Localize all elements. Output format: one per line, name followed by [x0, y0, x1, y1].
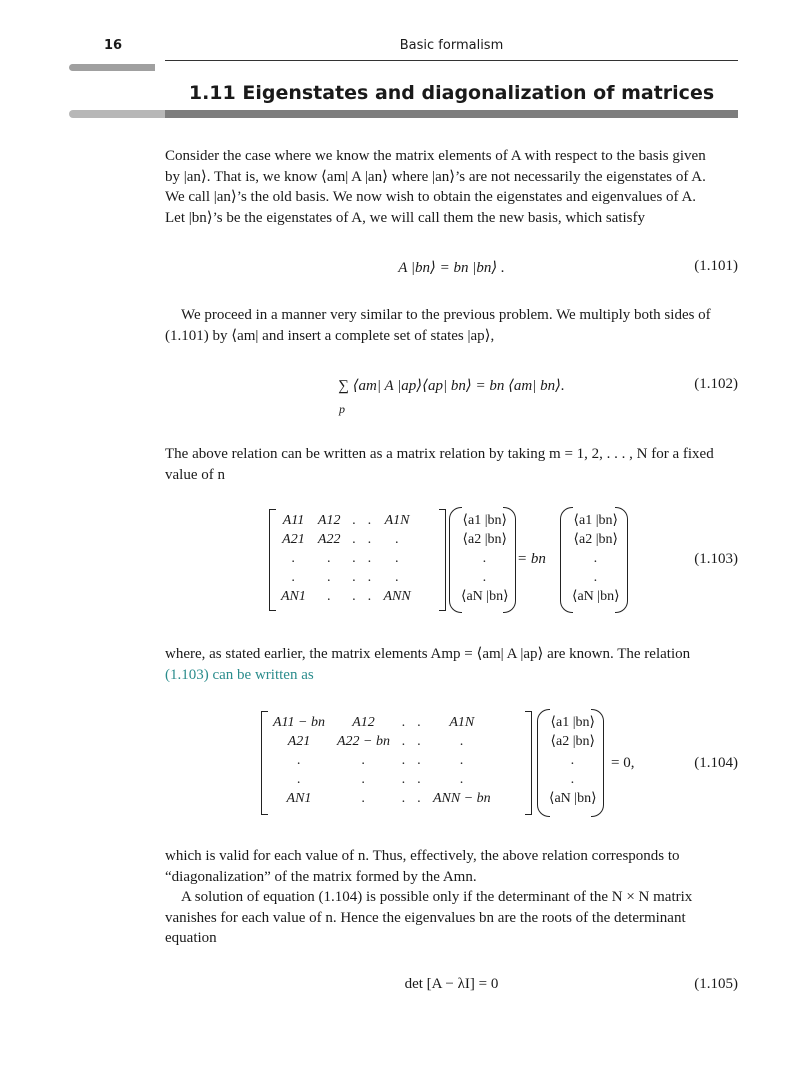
matrix-cell: .: [327, 550, 331, 566]
matrix-cell: A1N: [384, 512, 410, 528]
matrix-cell: .: [361, 752, 366, 768]
text-line: (1.101) by ⟨am| and insert a complete set of states |ap⟩,: [165, 327, 495, 344]
paragraph-matrix-relation: [165, 444, 738, 485]
matrix-cell: .: [401, 771, 406, 787]
vector-cell: ⟨a1 |bn⟩: [462, 513, 507, 528]
sum-subscript: p: [339, 402, 345, 416]
matrix-cell: A11 − bn: [273, 714, 325, 730]
matrix-cell: A1N: [449, 714, 475, 730]
matrix-cell: A22: [317, 531, 341, 547]
matrix-a-minus-b: [267, 713, 497, 808]
vector-cell: .: [483, 550, 487, 566]
equation-reference-link[interactable]: (1.103) can be written as: [165, 666, 314, 683]
running-head: Basic formalism: [399, 38, 504, 53]
matrix-cell: ANN: [383, 588, 411, 604]
matrix-cell: .: [367, 550, 372, 566]
equation-number: (1.105): [694, 976, 738, 992]
vector-paren-right: [615, 507, 628, 613]
vector-cell: .: [594, 569, 598, 585]
decorative-bar-left: [69, 110, 165, 118]
matrix-cell: .: [460, 771, 464, 787]
equation-equals: = 0,: [611, 755, 635, 771]
vector-paren-right: [503, 507, 516, 613]
header-rule: [165, 60, 738, 61]
matrix-cell: .: [352, 531, 356, 547]
matrix-cell: A12: [352, 714, 375, 730]
section-title: 1.11 Eigenstates and diagonalization of matrices: [188, 82, 715, 104]
matrix-cell: .: [291, 550, 296, 566]
equation-1-104: [165, 707, 738, 819]
equation-1-102: [165, 376, 738, 420]
text-line: Let |bn⟩’s be the eigenstates of A, we will call them the new basis, which satisfy: [165, 209, 645, 226]
matrix-bracket-right: [525, 711, 532, 815]
vector-cell: ⟨a2 |bn⟩: [462, 532, 507, 547]
vector-cell: ⟨a1 |bn⟩: [573, 513, 618, 528]
matrix-cell: .: [460, 752, 464, 768]
text-line: which is valid for each value of n. Thus, effectively, the above relation corresponds to: [165, 848, 680, 864]
equation-number: (1.103): [694, 551, 738, 567]
text-line: We proceed in a manner very similar to the previous problem. We multiply both sides of: [181, 307, 711, 323]
equation-1-101: [165, 258, 738, 277]
matrix-cell: A12: [317, 512, 341, 528]
matrix-cell: .: [395, 550, 399, 566]
text-line: by |an⟩. That is, we know ⟨am| A |an⟩ where |an⟩’s are not necessarily the eigenstates of A.: [165, 168, 706, 185]
matrix-cell: .: [401, 752, 406, 768]
matrix-cell: .: [417, 790, 421, 806]
matrix-cell: .: [401, 790, 406, 806]
paragraph-procedure: [165, 305, 738, 346]
equation-body: A |bn⟩ = bn |bn⟩ .: [398, 260, 505, 276]
matrix-cell: A11: [282, 512, 305, 528]
text-line: vanishes for each value of n. Hence the eigenvalues bn are the roots of the determinant: [165, 909, 686, 926]
vector-cell: .: [483, 569, 487, 585]
vector-cell: .: [571, 771, 575, 787]
text-line: where, as stated earlier, the matrix elements Amp = ⟨am| A |ap⟩ are known. The relation: [165, 646, 691, 662]
vector-cell: ⟨a2 |bn⟩: [573, 532, 618, 547]
matrix-cell: AN1: [286, 790, 312, 806]
matrix-cell: .: [367, 588, 372, 604]
matrix-cell: .: [327, 569, 331, 585]
paragraph-known-elements: [165, 644, 738, 685]
text-line: We call |an⟩’s the old basis. We now wish to obtain the eigenstates and eigenvalues of A.: [165, 189, 697, 205]
text-line: A solution of equation (1.104) is possible only if the determinant of the N × N matrix: [181, 889, 693, 905]
text-line: “diagonalization” of the matrix formed by the Amn.: [165, 868, 477, 885]
matrix-cell: A21: [287, 733, 311, 749]
vector-cell: ⟨aN |bn⟩: [549, 791, 597, 806]
matrix-cell: .: [367, 512, 372, 528]
matrix-cell: .: [367, 531, 372, 547]
paragraph-diagonalization: [165, 846, 738, 887]
matrix-cell: A22 − bn: [336, 733, 390, 749]
matrix-cell: .: [352, 550, 356, 566]
matrix-cell: .: [395, 569, 399, 585]
matrix-cell: .: [297, 771, 301, 787]
matrix-cell: .: [395, 531, 399, 547]
decorative-bar-main: [165, 110, 738, 118]
matrix-cell: .: [417, 714, 421, 730]
equation-equals: = bn: [517, 551, 546, 567]
paragraph-intro: [165, 146, 738, 228]
equation-number: (1.102): [694, 376, 738, 392]
text-line: equation: [165, 930, 217, 946]
vector-cell: ⟨aN |bn⟩: [572, 589, 620, 604]
matrix-cell: ANN − bn: [432, 790, 491, 806]
matrix-cell: .: [361, 790, 366, 806]
matrix-cell: AN1: [281, 588, 306, 604]
vector-paren-right: [591, 709, 604, 817]
text-line: The above relation can be written as a matrix relation by taking m = 1, 2, . . . , N for a fixed: [165, 446, 714, 462]
text-line: Consider the case where we know the matrix elements of A with respect to the basis given: [165, 148, 706, 164]
matrix-cell: .: [361, 771, 366, 787]
matrix-cell: .: [291, 569, 296, 585]
vector-cell: ⟨a1 |bn⟩: [550, 715, 595, 730]
vector-cell: .: [571, 752, 575, 768]
vector-cell: .: [594, 550, 598, 566]
matrix-cell: A21: [282, 531, 305, 547]
equation-1-105: [165, 976, 738, 993]
matrix-cell: .: [417, 733, 421, 749]
page-number: 16: [104, 38, 123, 53]
matrix-cell: .: [460, 733, 464, 749]
matrix-cell: .: [401, 733, 406, 749]
matrix-cell: .: [367, 569, 372, 585]
matrix-a: [275, 511, 417, 606]
matrix-bracket-right: [439, 509, 446, 611]
vector-cell: ⟨a2 |bn⟩: [550, 734, 595, 749]
equation-number: (1.104): [694, 755, 738, 771]
matrix-cell: .: [352, 569, 356, 585]
vector-cell: ⟨aN |bn⟩: [461, 589, 509, 604]
matrix-cell: .: [352, 588, 356, 604]
paragraph-determinant: [165, 887, 738, 949]
matrix-cell: .: [327, 588, 331, 604]
equation-1-103: [165, 505, 738, 615]
equation-body: det [A − λI] = 0: [404, 976, 499, 992]
text-line: value of n: [165, 466, 225, 483]
equation-body: ∑ ⟨am| A |ap⟩⟨ap| bn⟩ = bn ⟨am| bn⟩.: [338, 378, 565, 394]
equation-number: (1.101): [694, 258, 738, 274]
matrix-cell: .: [401, 714, 406, 730]
matrix-cell: .: [417, 771, 421, 787]
decorative-bar-top: [69, 64, 155, 71]
matrix-cell: .: [417, 752, 421, 768]
matrix-cell: .: [297, 752, 301, 768]
matrix-cell: .: [352, 512, 356, 528]
